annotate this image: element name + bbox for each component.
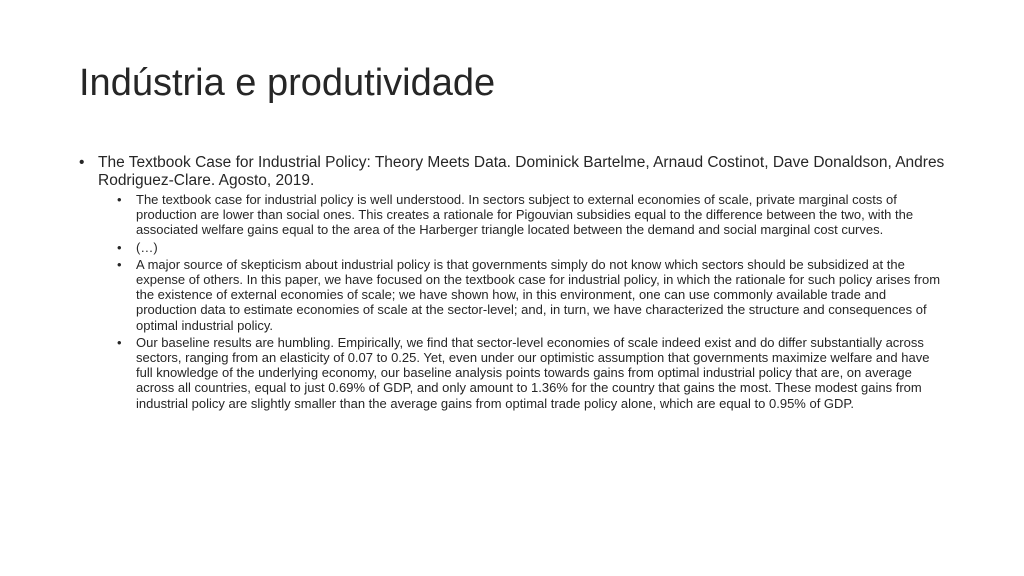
main-bullet-text: The Textbook Case for Industrial Policy: Theory Meets Data. Dominick Bartelme, Arnaud Costinot, Dave Donaldson, Andres Rodriguez-Clare. Agosto, 2019. [98,154,945,189]
sub-bullet [79,240,949,255]
slide-content [79,154,949,413]
sub-bullet [79,335,949,411]
main-bullet [79,154,949,190]
sub-bullet-text: (…) [136,239,158,255]
sub-bullet-text: A major source of skepticism about industrial policy is that governments simply do not know which sectors should be subsidized at the expense of others. In this paper, we have focused on the textbook case for industrial policy, in which the rationale for such policy arises from the existence of external economies of scale; we have shown how, in this environment, one can use commonly available trade and production data to estimate economies of scale at the sector-level; and, in turn, we have characterized the structure and consequences of optimal industrial policy. [136,256,941,333]
bullet-marker: • [79,154,85,171]
bullet-marker: • [117,256,122,272]
sub-bullet-list [79,192,949,411]
sub-bullet [79,257,949,333]
sub-bullet-text: The textbook case for industrial policy is well understood. In sectors subject to external economies of scale, private marginal costs of production are lower than social ones. This creates a rationale for Pigouvian subsidies equal to the difference between the two, with the associated welfare gains equal to the area of the Harberger triangle located between the demand and social marginal cost curves. [136,192,914,238]
bullet-marker: • [117,192,122,207]
sub-bullet [79,192,949,238]
sub-bullet-text: Our baseline results are humbling. Empirically, we find that sector-level economies of scale indeed exist and do differ substantially across sectors, ranging from an elasticity of 0.07 to 0.25. Yet, even under our optimistic assumption that governments maximize welfare and have full knowledge of the underlying economy, our baseline analysis points towards gains from optimal industrial policy that are, on average across all countries, equal to just 0.69% of GDP, and only amount to 1.36% for the country that gains the most. These modest gains from industrial policy are slightly smaller than the average gains from optimal trade policy alone, which are equal to 0.95% of GDP. [136,334,930,411]
bullet-marker: • [117,239,122,255]
slide-title: Indústria e produtividade [79,62,496,104]
bullet-marker: • [117,334,122,350]
